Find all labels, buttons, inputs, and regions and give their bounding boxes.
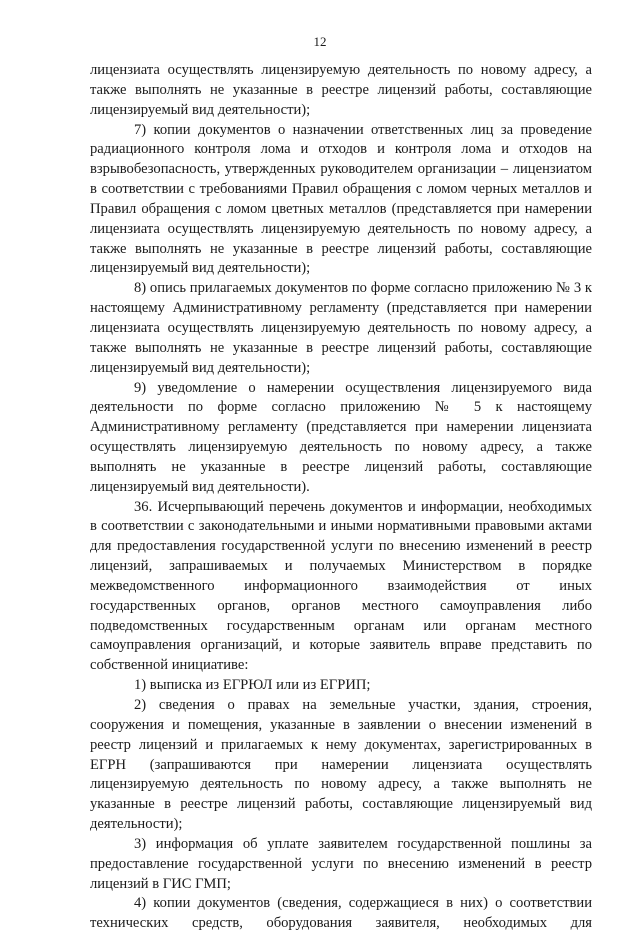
document-body <box>90 61 592 934</box>
list-item-1: 1) выписка из ЕГРЮЛ или из ЕГРИП; <box>134 677 371 694</box>
list-item-8: 8) опись прилагаемых документов по форме согласно приложению № 3 к настоящему Административному регламенту (представляется при намерении лицензиата осуществлять лицензируемую деятельность по новому адресу, а также выполнять не указанные в реестре лицензий работы, составляющие лицензируемый вид деятельности); <box>90 280 592 376</box>
list-item-4: 4) копии документов (сведения, содержащиеся в них) о соответствии технических средств, оборудования заявителя, необходимых для <box>90 895 592 932</box>
list-item-2: 2) сведения о правах на земельные участки, здания, строения, сооружения и помещения, указанные в заявлении о внесении изменений в реестр лицензий и прилагаемых к нему документах, зарегистрированных в ЕГРН (запрашиваются при намерении лицензиата осуществлять лицензируемую деятельность по новому адресу, а также выполнять не указанные в реестре лицензий работы, составляющие лицензируемый вид деятельности); <box>90 697 592 833</box>
list-item-3: 3) информация об уплате заявителем государственной пошлины за предоставление государственной услуги по внесению изменений в реестр лицензий в ГИС ГМП; <box>90 835 592 892</box>
page-number: 12 <box>313 34 327 49</box>
section-36-paragraph: 36. Исчерпывающий перечень документов и информации, необходимых в соответствии с законодательными и иными нормативными правовыми актами для предоставления государственной услуги по внесению изменений в реестр лицензий, запрашиваемых и получаемых Министерством в порядке межведомственного информационного взаимодействия от иных государственных органов, органов местного самоуправления либо подведомственных государственным органам или органам местного самоуправления организаций, и которые заявитель вправе представить по собственной инициативе: <box>90 498 592 674</box>
paragraph-continuation: лицензиата осуществлять лицензируемую деятельность по новому адресу, а также выполнять не указанные в реестре лицензий работы, составляющие лицензируемый вид деятельности); <box>90 62 592 118</box>
list-item-7: 7) копии документов о назначении ответственных лиц за проведение радиационного контроля лома и отходов и контроля лома и отходов на взрывобезопасность, утвержденных руководителем организации – лицензиатом в соответствии с требованиями Правил обращения с ломом черных металлов и Правил обращения с ломом цветных металлов (представляется при намерении лицензиата осуществлять лицензируемую деятельность по новому адресу, а также выполнять не указанные в реестре лицензий работы, составляющие лицензируемый вид деятельности); <box>90 121 592 277</box>
list-item-9: 9) уведомление о намерении осуществления лицензируемого вида деятельности по форме согласно приложению № 5 к настоящему Административному регламенту (представляется при намерении лицензиата осуществлять лицензируемую деятельность по новому адресу, а также выполнять не указанные в реестре лицензий работы, составляющие лицензируемый вид деятельности). <box>90 379 592 495</box>
